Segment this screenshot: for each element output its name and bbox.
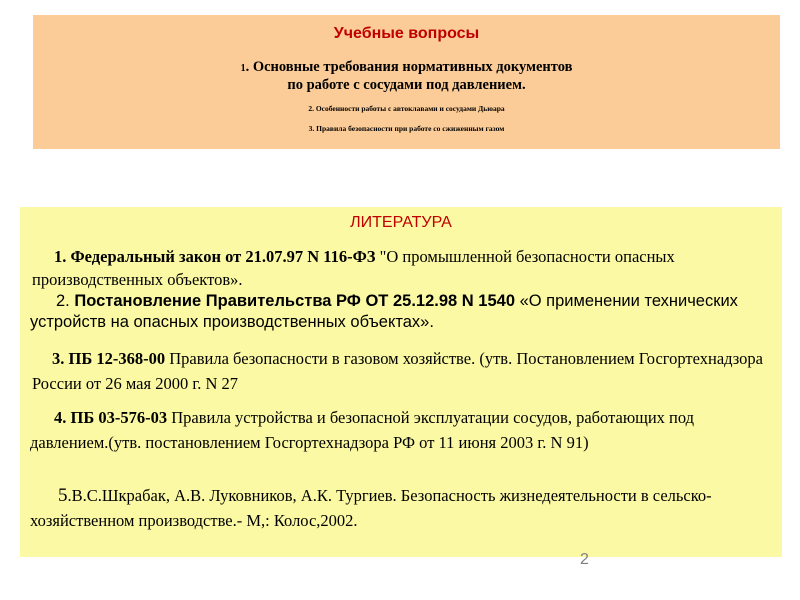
- question-1: [33, 59, 780, 94]
- literature-item-5-text: .В.С.Шкрабак, А.В. Луковников, А.К. Тургиев. Безопасность жизнедеятельности в сельско-хозяйственном производстве.- М,: Колос,2002.: [30, 486, 712, 530]
- literature-item-5: [30, 483, 775, 533]
- question-1-line2: по работе с сосудами под давлением.: [287, 77, 526, 93]
- question-3: 3. Правила безопасности при работе со сжиженным газом: [308, 124, 505, 133]
- question-1-number: 1: [240, 63, 246, 74]
- literature-item-3: [32, 346, 772, 396]
- literature-item-2-number: 2.: [56, 292, 75, 310]
- literature-item-3-bold: 3. ПБ 12-368-00: [52, 349, 166, 368]
- literature-item-4-text: Правила устройства и безопасной эксплуатации сосудов, работающих под давлением.(утв. постановлением Госгортехнадзора РФ от 11 июня 2003 г. N 91): [30, 408, 695, 452]
- literature-item-3-text: Правила безопасности в газовом хозяйстве. (утв. Постановлением Госгортехнадзора России от 26 мая 2000 г. N 27: [32, 349, 763, 393]
- study-questions-title: Учебные вопросы: [333, 25, 480, 42]
- literature-item-1-bold: 1. Федеральный закон от 21.07.97 N 116-ФЗ: [54, 247, 376, 266]
- literature-item-4: [30, 405, 770, 455]
- literature-item-1-text: "О промышленной безопасности опасных производственных объектов».: [32, 247, 675, 289]
- literature-box: [20, 207, 782, 557]
- literature-title: ЛИТЕРАТУРА: [350, 214, 452, 231]
- literature-item-5-number: 5: [58, 485, 68, 506]
- study-questions-box: [33, 15, 780, 149]
- page-number: 2: [580, 551, 589, 568]
- literature-item-1: [32, 245, 772, 291]
- literature-item-2-text: «О применении технических устройств на опасных производственных объектах».: [30, 292, 738, 331]
- literature-item-2-bold: Постановление Правительства РФ ОТ 25.12.98 N 1540: [74, 292, 515, 310]
- literature-item-2: [30, 291, 775, 333]
- question-1-line1: . Основные требования нормативных документов: [245, 59, 573, 75]
- literature-item-4-bold: 4. ПБ 03-576-03: [54, 408, 168, 427]
- question-2: 2. Особенности работы с автоклавами и сосудами Дьюара: [308, 104, 505, 113]
